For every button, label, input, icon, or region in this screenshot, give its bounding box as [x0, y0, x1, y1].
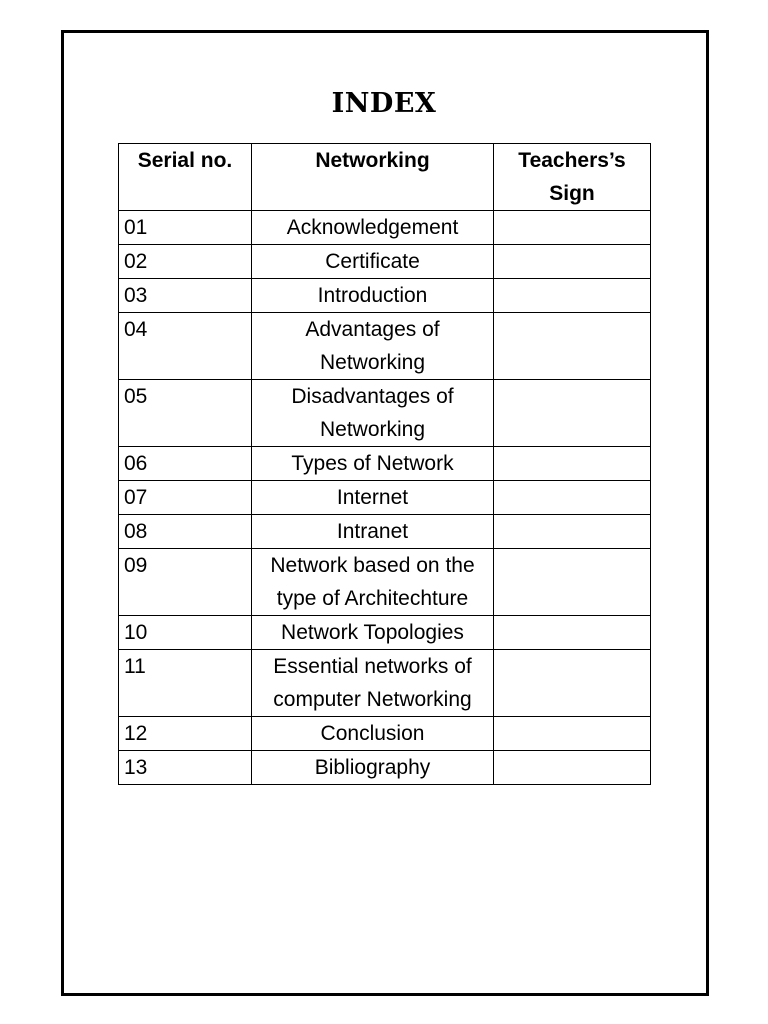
topic-cell: Disadvantages of Networking: [252, 380, 494, 447]
topic-cell: Internet: [252, 481, 494, 515]
table-row: [119, 616, 651, 650]
sign-cell: [494, 616, 651, 650]
table-row: [119, 650, 651, 717]
serial-cell: 07: [119, 481, 252, 515]
topic-cell: Network Topologies: [252, 616, 494, 650]
header-serial-no: Serial no.: [119, 144, 252, 211]
sign-cell: [494, 717, 651, 751]
header-teachers-sign: Teachers’s Sign: [494, 144, 651, 211]
table-row: [119, 549, 651, 616]
table-row: [119, 211, 651, 245]
table-row: [119, 481, 651, 515]
topic-cell: Network based on the type of Architechture: [252, 549, 494, 616]
table-body: [119, 211, 651, 785]
serial-cell: 08: [119, 515, 252, 549]
topic-cell: Acknowledgement: [252, 211, 494, 245]
serial-cell: 03: [119, 279, 252, 313]
sign-cell: [494, 481, 651, 515]
sign-cell: [494, 245, 651, 279]
topic-cell: Conclusion: [252, 717, 494, 751]
index-table: [118, 143, 651, 785]
topic-cell: Bibliography: [252, 751, 494, 785]
table-row: [119, 751, 651, 785]
sign-cell: [494, 447, 651, 481]
serial-cell: 10: [119, 616, 252, 650]
sign-cell: [494, 751, 651, 785]
topic-cell: Types of Network: [252, 447, 494, 481]
table-row: [119, 447, 651, 481]
serial-cell: 13: [119, 751, 252, 785]
table-row: [119, 717, 651, 751]
serial-cell: 02: [119, 245, 252, 279]
table-row: [119, 313, 651, 380]
sign-cell: [494, 211, 651, 245]
topic-cell: Certificate: [252, 245, 494, 279]
table-row: [119, 245, 651, 279]
table-row: [119, 380, 651, 447]
topic-cell: Introduction: [252, 279, 494, 313]
table-row: [119, 279, 651, 313]
sign-cell: [494, 279, 651, 313]
sign-cell: [494, 515, 651, 549]
sign-cell: [494, 380, 651, 447]
table-header-row: [119, 144, 651, 211]
table-row: [119, 515, 651, 549]
topic-cell: Essential networks of computer Networking: [252, 650, 494, 717]
serial-cell: 11: [119, 650, 252, 717]
serial-cell: 12: [119, 717, 252, 751]
serial-cell: 06: [119, 447, 252, 481]
page-title: INDEX: [331, 88, 437, 119]
sign-cell: [494, 313, 651, 380]
sign-cell: [494, 549, 651, 616]
topic-cell: Advantages of Networking: [252, 313, 494, 380]
serial-cell: 05: [119, 380, 252, 447]
serial-cell: 01: [119, 211, 252, 245]
sign-cell: [494, 650, 651, 717]
serial-cell: 04: [119, 313, 252, 380]
topic-cell: Intranet: [252, 515, 494, 549]
serial-cell: 09: [119, 549, 252, 616]
header-networking: Networking: [252, 144, 494, 211]
